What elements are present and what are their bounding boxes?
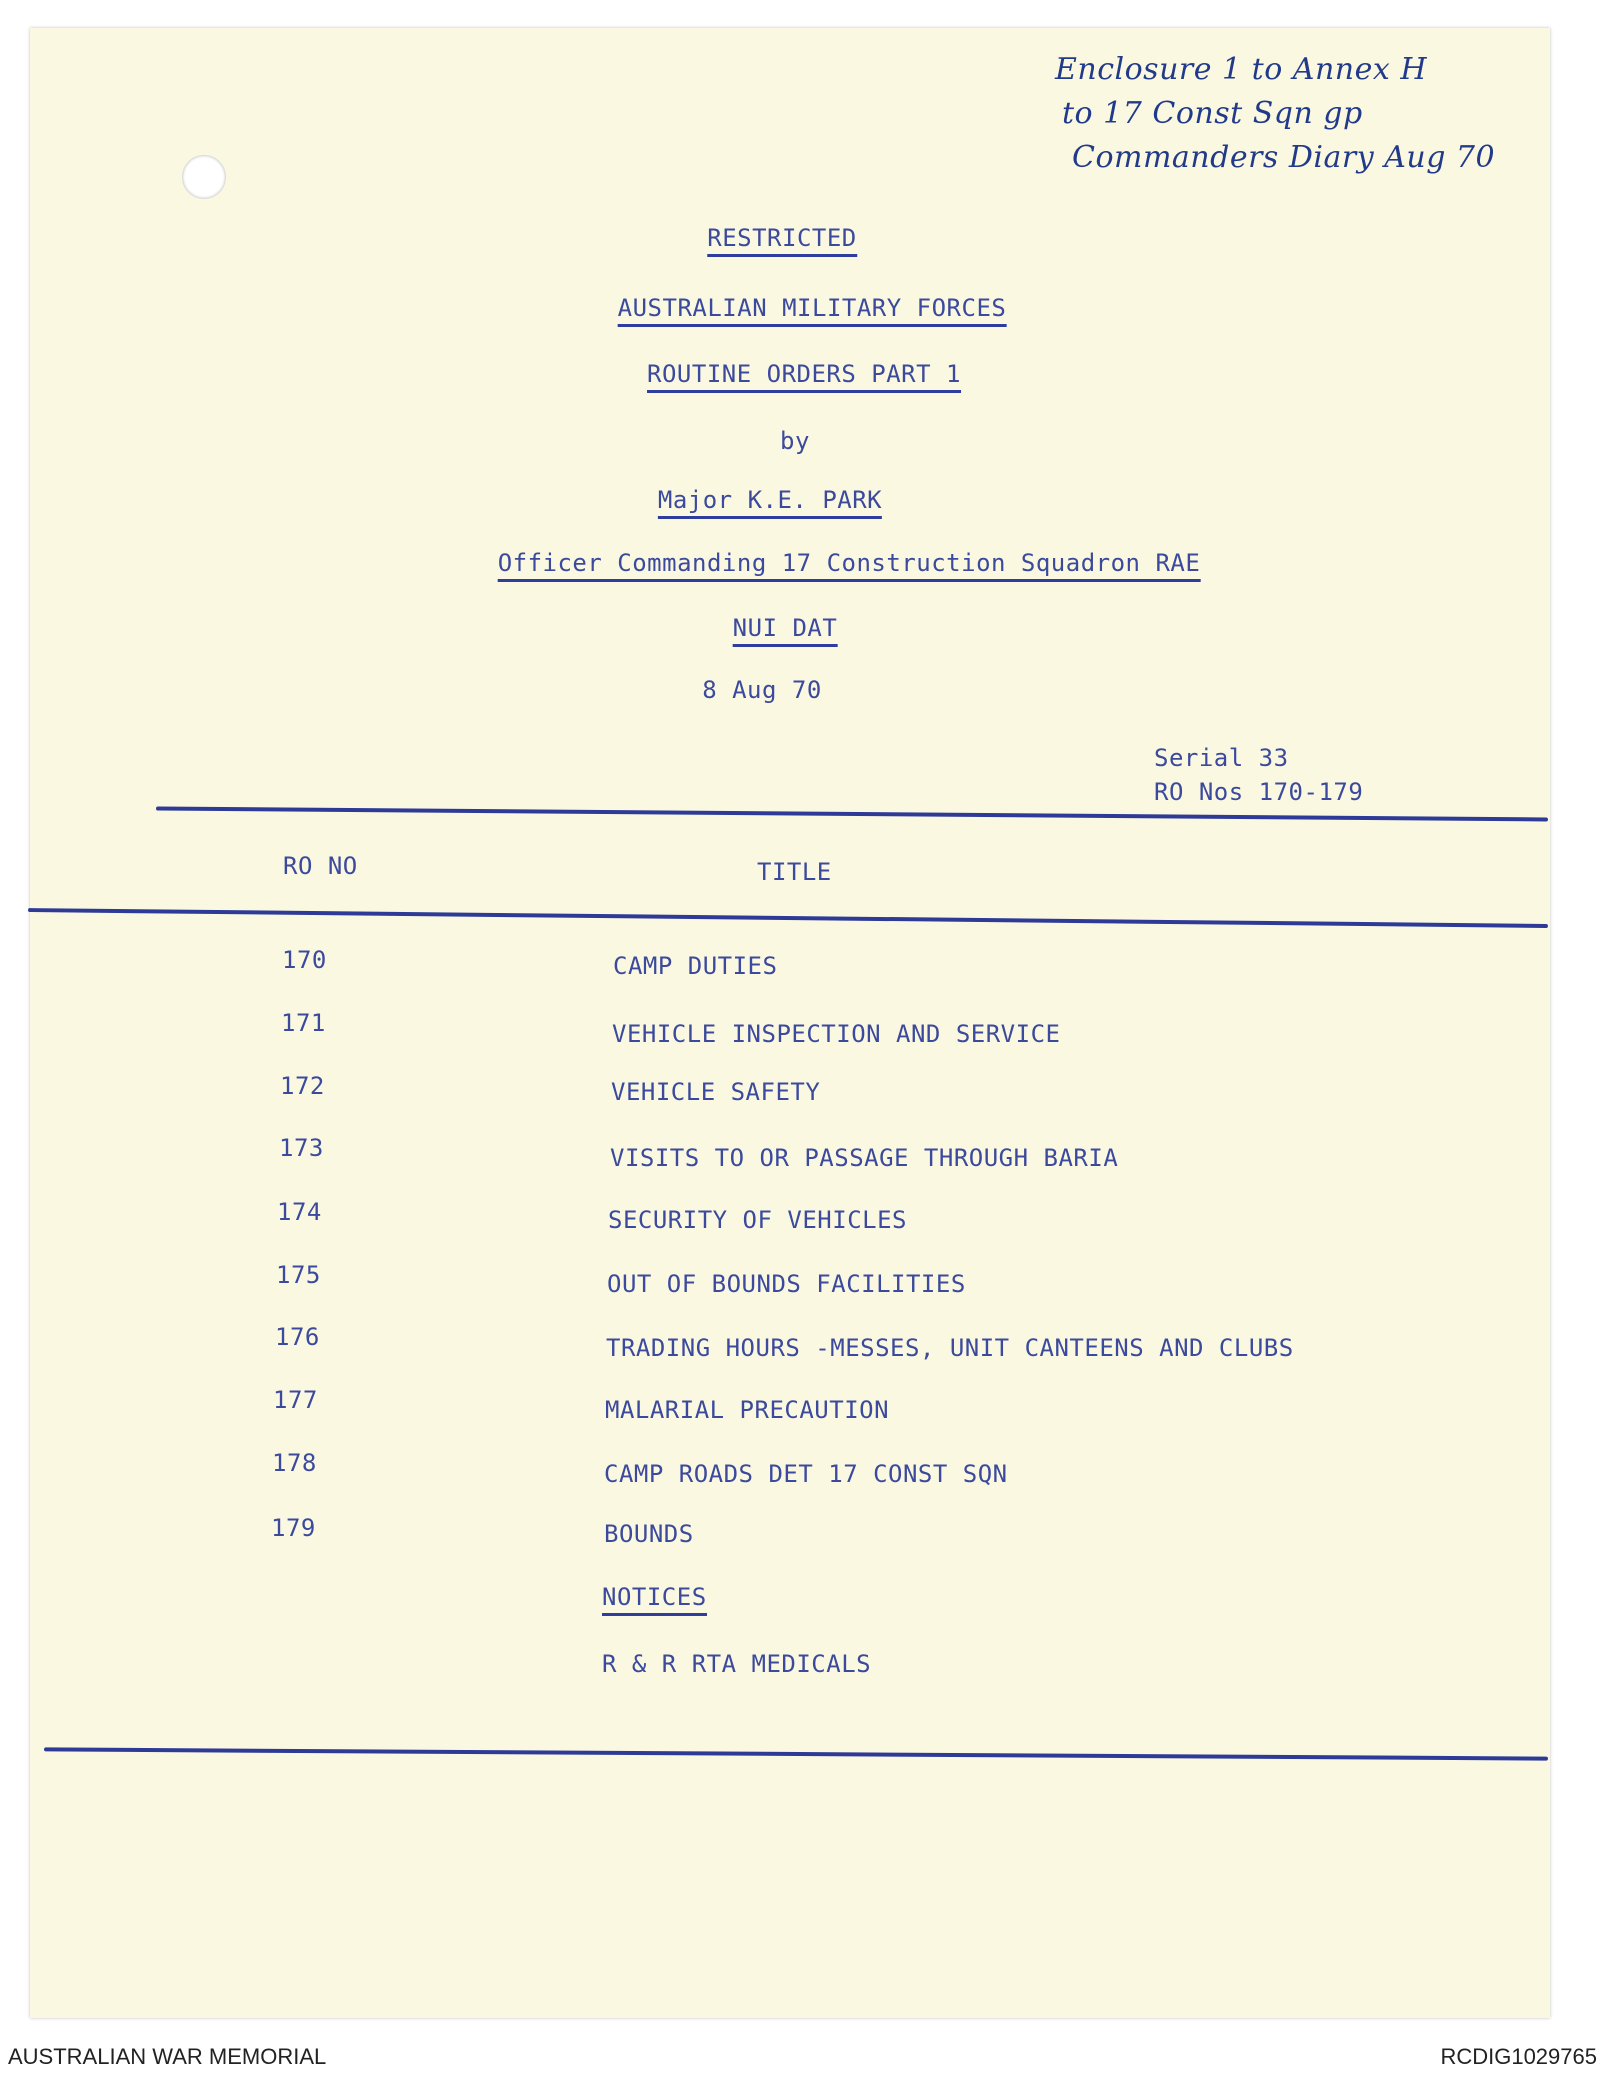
- ro-title: CAMP ROADS DET 17 CONST SQN: [604, 1460, 1008, 1488]
- ro-number: 170: [282, 946, 327, 974]
- classification-text: RESTRICTED: [707, 224, 857, 257]
- ro-title: VISITS TO OR PASSAGE THROUGH BARIA: [610, 1144, 1119, 1172]
- ro-title: VEHICLE INSPECTION AND SERVICE: [612, 1020, 1061, 1048]
- ro-title: MALARIAL PRECAUTION: [605, 1396, 890, 1424]
- ro-number: 174: [277, 1198, 322, 1226]
- officer-heading: [658, 486, 882, 514]
- ro-number: 171: [281, 1009, 326, 1037]
- by-text: by: [780, 427, 810, 455]
- serial-number: Serial 33: [1154, 744, 1289, 772]
- ro-number: 173: [279, 1134, 324, 1162]
- orders-text: ROUTINE ORDERS PART 1: [647, 360, 961, 393]
- notices-label: NOTICES: [602, 1583, 707, 1616]
- date-text: 8 Aug 70: [702, 676, 822, 704]
- forces-heading: [618, 294, 1007, 322]
- ro-title: BOUNDS: [604, 1520, 694, 1548]
- ro-title: SECURITY OF VEHICLES: [608, 1206, 907, 1234]
- ro-number: 179: [271, 1514, 316, 1542]
- handwritten-annotation-line-3: Commanders Diary Aug 70: [1072, 140, 1496, 175]
- ro-number: 178: [272, 1449, 317, 1477]
- ro-title: TRADING HOURS -MESSES, UNIT CANTEENS AND CLUBS: [606, 1334, 1294, 1362]
- column-header-ro-no: RO NO: [283, 852, 358, 880]
- ro-number: 172: [280, 1072, 325, 1100]
- role-heading: [498, 549, 1201, 577]
- footer-id: RCDIG1029765: [1440, 2044, 1597, 2069]
- handwritten-annotation-line-2: to 17 Const Sqn gp: [1062, 96, 1363, 131]
- ro-title: VEHICLE SAFETY: [611, 1078, 821, 1106]
- officer-name: Major K.E. PARK: [658, 486, 882, 519]
- column-header-title: TITLE: [757, 858, 832, 886]
- location-heading: [733, 614, 838, 642]
- forces-text: AUSTRALIAN MILITARY FORCES: [618, 294, 1007, 327]
- ro-title: OUT OF BOUNDS FACILITIES: [607, 1270, 966, 1298]
- classification-heading: [707, 224, 857, 252]
- location-text: NUI DAT: [733, 614, 838, 647]
- ro-number: 176: [275, 1323, 320, 1351]
- ro-title: CAMP DUTIES: [613, 952, 778, 980]
- footer-source: AUSTRALIAN WAR MEMORIAL: [8, 2044, 327, 2069]
- ro-number: 175: [276, 1261, 321, 1289]
- ro-numbers: RO Nos 170-179: [1154, 778, 1364, 806]
- ro-number: 177: [273, 1386, 318, 1414]
- orders-heading: [647, 360, 961, 388]
- role-text: Officer Commanding 17 Construction Squadron RAE: [498, 549, 1201, 582]
- notice-item: R & R RTA MEDICALS: [602, 1650, 872, 1678]
- handwritten-annotation-line-1: Enclosure 1 to Annex H: [1055, 52, 1427, 87]
- notices-heading: [602, 1583, 707, 1611]
- punch-hole: [182, 155, 226, 199]
